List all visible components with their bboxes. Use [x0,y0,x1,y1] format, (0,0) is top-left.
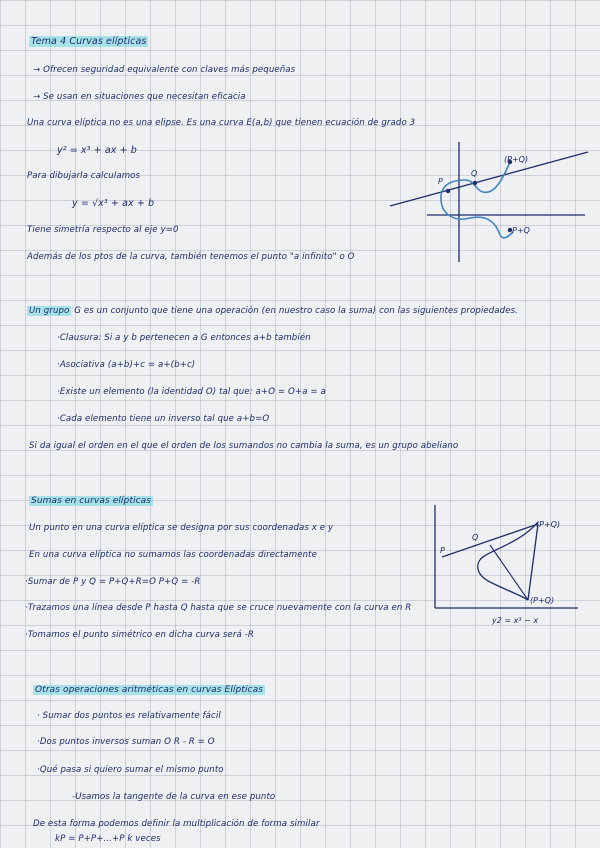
s1-line-2: → Se usan en situaciones que necesitan eficacia [33,92,246,102]
fig1-label-result: P+Q [512,226,530,235]
s1-line-1: → Ofrecen seguridad equivalente con claves más pequeñas [33,65,296,75]
s4-line-3: ·Qué pasa si quiero sumar el mismo punto [37,765,224,775]
elliptic-curve-figure-2 [428,500,593,630]
section3-title: Sumas en curvas elípticas [31,496,152,506]
fig2-label-p: P [440,546,445,555]
s2-line-3: ·Asociativa (a+b)+c = a+(b+c) [57,360,196,370]
s4-line-5: De esta forma podemos definir la multiplicación de forma similar [33,819,320,829]
section4-title: Otras operaciones aritméticas en curvas Elípticas [35,685,264,695]
fig2-reflection-line [528,524,538,600]
s3-line-4: ·Trazamos una línea desde P hasta Q hasta que se cruce nuevamente con la curva en R [25,603,412,613]
fig2-secant-line [442,524,538,557]
fig2-diagonal-line [490,545,528,600]
s2-line-6: Si da igual el orden en el que el orden de los sumandos no cambia la suma, es un grupo abeliano [29,441,459,451]
section2-title: Un grupo [29,306,70,316]
s1-line-5: Para dibujarla calculamos [27,171,141,181]
fig1-label-q: Q [471,169,478,178]
fig2-label-result: (P+Q) [530,596,555,605]
fig2-label-sum: (P+Q) [536,520,561,529]
fig1-point-q [473,181,477,185]
s1-line-8: Además de los ptos de la curva, también tenemos el punto "a infinito" o O [27,252,355,262]
s1-equation: y² = x³ + ax + b [57,145,137,156]
fig1-label-p: P [438,177,443,186]
s3-line-1: Un punto en una curva elíptica se designa por sus coordenadas x e y [29,523,334,533]
s4-line-2: ·Dos puntos inversos suman O R - R = O [37,737,215,747]
fig1-secant-line [390,152,588,206]
s1-line-7: Tiene simetría respecto al eje y=0 [27,225,179,235]
s3-line-5: ·Tomamos el punto simétrico en dicha curva será -R [25,630,254,640]
fig2-equation: y2 = x³ − x [492,616,539,625]
s4-line-6: kP = P+P+...+P k veces [55,834,161,844]
fig1-label-sum: (P+Q) [504,155,529,164]
s2-line-2: ·Clausura: Si a y b pertenecen a G entonces a+b también [57,333,311,343]
s3-line-3: ·Sumar de P y Q = P+Q+R=O P+Q = -R [25,577,201,587]
fig2-label-q: Q [472,533,479,542]
s4-line-1: · Sumar dos puntos es relativamente fácil [37,711,221,721]
s1-line-3: Una curva elíptica no es una elipse. Es una curva E(a,b) que tienen ecuación de grado 3 [27,118,416,128]
s2-line-1: G es un conjunto que tiene una operación (en nuestro caso la suma) con las siguientes propiedades. [74,306,518,316]
section1-title: Tema 4 Curvas elípticas [31,36,147,47]
elliptic-curve-figure-1 [385,140,595,265]
s2-line-4: ·Existe un elemento (la identidad O) tal que: a+O = O+a = a [57,387,326,397]
s4-line-4: -Usamos la tangente de la curva en ese punto [72,792,276,802]
s1-root-equation: y = √x³ + ax + b [72,198,155,209]
s2-line-5: ·Cada elemento tiene un inverso tal que a+b=O [57,414,270,424]
section2-title-line [27,306,518,316]
s3-line-2: En una curva elíptica no sumamos las coordenadas directamente [29,550,318,560]
fig1-point-p [446,189,450,193]
